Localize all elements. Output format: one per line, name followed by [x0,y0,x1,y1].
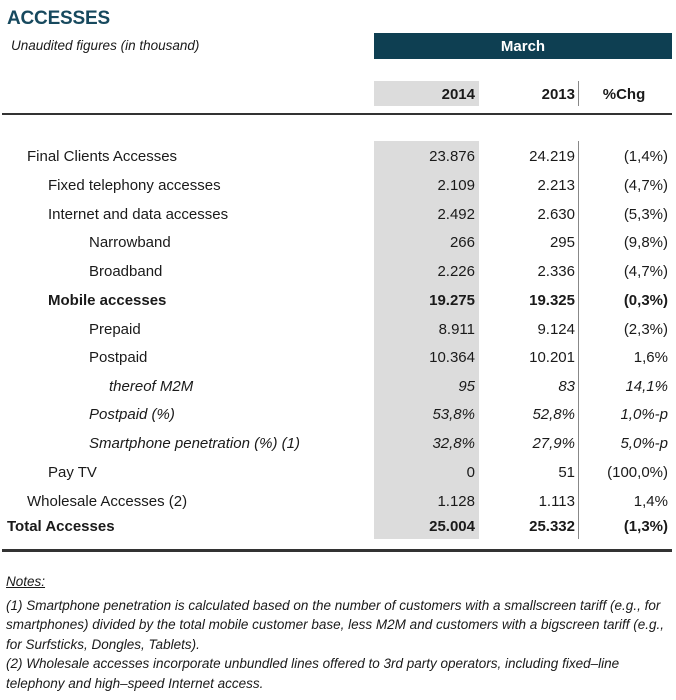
value-chg: (2,3%) [623,321,668,338]
table-row [0,401,676,429]
notes-title: Notes: [6,574,46,589]
table-row [0,430,676,458]
value-2014: 2.109 [437,177,475,194]
row-label: thereof M2M [109,378,194,395]
value-2013: 27,9% [532,435,575,452]
value-2014: 10.364 [429,349,475,366]
notes [6,572,674,693]
footer-rule [2,549,672,552]
value-chg: (1,3%) [623,518,668,535]
value-2013: 24.219 [529,148,575,165]
value-chg: (1,4%) [623,148,668,165]
table-row [0,344,676,372]
row-label: Smartphone penetration (%) (1) [89,435,300,452]
period-header: March [374,33,672,59]
value-2014: 53,8% [432,406,475,423]
value-chg: 14,1% [625,378,668,395]
value-2014: 266 [449,234,475,251]
value-2014: 2.226 [437,263,475,280]
row-label: Postpaid (%) [89,406,175,423]
value-chg: (9,8%) [623,234,668,251]
table-row [0,229,676,257]
table-row [0,172,676,200]
value-2013: 2.630 [537,206,575,223]
row-label: Prepaid [89,321,141,338]
value-chg: 1,4% [633,493,668,510]
table-row [0,201,676,229]
value-chg: (4,7%) [623,263,668,280]
row-label: Broadband [89,263,163,280]
value-2013: 52,8% [532,406,575,423]
value-chg: (5,3%) [623,206,668,223]
value-2013: 9.124 [537,321,575,338]
value-2014: 32,8% [432,435,475,452]
row-label: Mobile accesses [48,292,167,309]
row-label: Internet and data accesses [48,206,229,223]
value-2014: 95 [458,378,475,395]
row-label: Final Clients Accesses [27,148,178,165]
value-chg: (0,3%) [623,292,668,309]
table-row [0,258,676,286]
value-chg: 1,6% [633,349,668,366]
subtitle: Unaudited figures (in thousand) [11,38,200,53]
table-row [0,459,676,487]
value-2013: 51 [558,464,575,481]
value-2013: 1.113 [538,493,575,510]
table-row [0,373,676,401]
column-header-2013: 2013 [541,86,575,103]
value-2013: 2.213 [537,177,575,194]
column-divider [578,81,579,106]
value-chg: (4,7%) [623,177,668,194]
value-2013: 295 [549,234,575,251]
table-row [0,287,676,315]
value-2014: 8.911 [438,321,475,338]
value-2014: 19.275 [429,292,475,309]
row-label: Postpaid [89,349,148,366]
row-label: Fixed telephony accesses [48,177,221,194]
header-rule [2,113,672,115]
row-label: Pay TV [48,464,97,481]
value-2013: 19.325 [529,292,575,309]
value-2014: 23.876 [429,148,475,165]
note-2: (2) Wholesale accesses incorporate unbundled lines offered to 3rd party operators, including fixed–line telephony and high–speed Internet access. [6,656,620,691]
value-chg: (100,0%) [607,464,668,481]
value-chg: 1,0%-p [620,406,668,423]
table-row [0,143,676,171]
row-label: Wholesale Accesses (2) [27,493,188,510]
value-2014: 0 [466,464,475,481]
row-label: Narrowband [89,234,171,251]
column-header-2014: 2014 [441,86,475,103]
table-row-total [0,513,676,541]
value-2014: 25.004 [429,518,475,535]
value-2014: 1.128 [437,493,475,510]
value-2013: 10.201 [529,349,575,366]
column-header-chg: %Chg [602,86,646,103]
page-title: ACCESSES [7,8,110,29]
table-row [0,316,676,344]
note-1: (1) Smartphone penetration is calculated based on the number of customers with a smallscreen tariff (e.g., for smartphones) divided by the total mobile customer base, less M2M and customers with a bigscreen tariff (e.g., for Surfsticks, Dongles, Tablets). [6,597,665,652]
value-chg: 5,0%-p [620,435,668,452]
value-2014: 2.492 [437,206,475,223]
value-2013: 25.332 [529,518,575,535]
row-label: Total Accesses [7,518,115,535]
value-2013: 2.336 [537,263,575,280]
table-row [0,488,676,516]
value-2013: 83 [558,378,575,395]
